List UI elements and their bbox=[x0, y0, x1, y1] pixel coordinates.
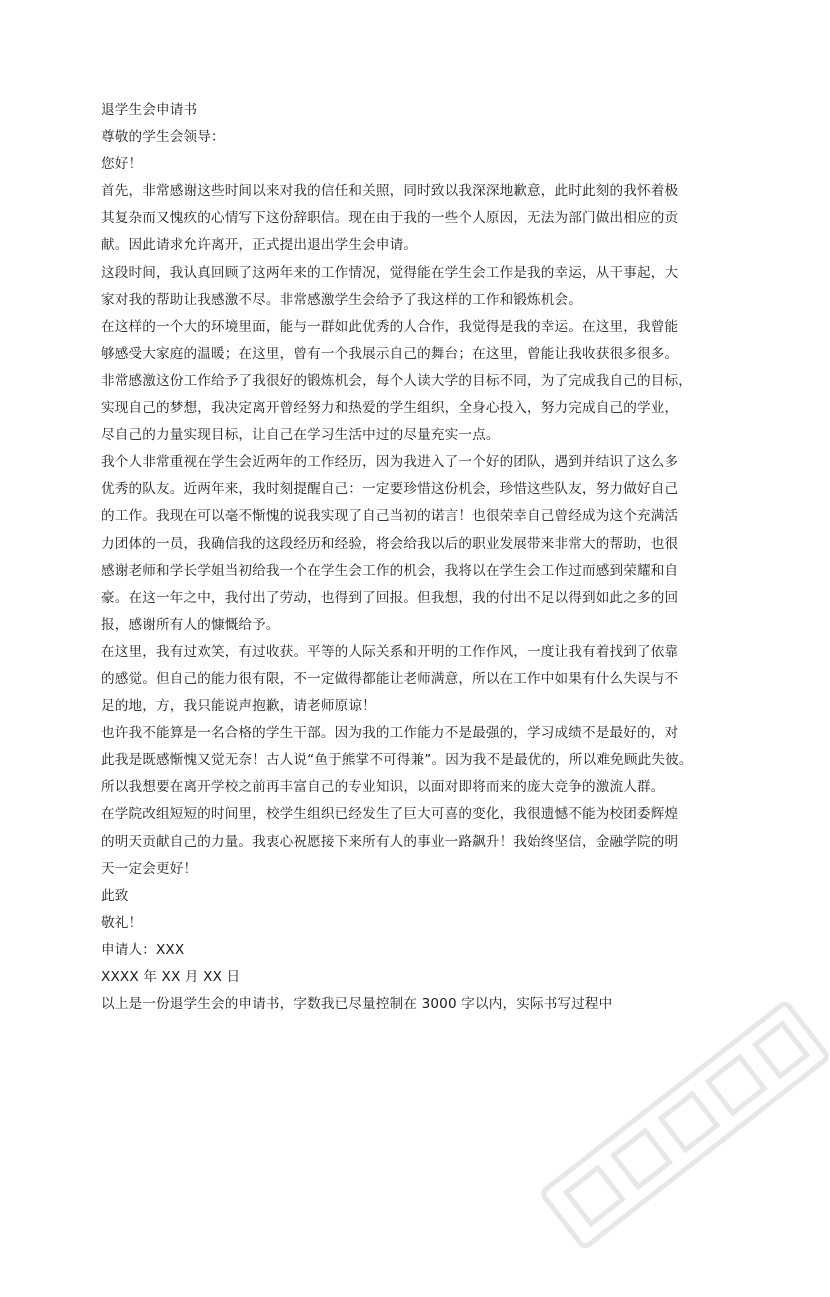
footer-note: 以上是一份退学生会的申请书，字数我已尽量控制在 3000 字以内，实际书写过程中 bbox=[101, 996, 613, 1013]
body-line: 在这里，我有过欢笑，有过收获。平等的人际关系和开明的工作作风，一度让我有着找到了依靠 bbox=[101, 643, 679, 660]
body-line: 此我是既感惭愧又觉无奈！古人说“鱼于熊掌不可得兼”。因为我不是最优的，所以难免顾此失彼。 bbox=[101, 752, 693, 769]
closing-salute: 敬礼！ bbox=[101, 914, 143, 931]
body-line: 在学院改组短短的时间里，校学生组织已经发生了巨大可喜的变化，我很遗憾不能为校团委辉煌 bbox=[101, 806, 679, 823]
document-body bbox=[101, 97, 741, 1018]
body-line: 我个人非常重视在学生会近两年的工作经历，因为我进入了一个好的团队，遇到并结识了这么多 bbox=[101, 454, 679, 471]
body-line: 献。因此请求允许离开，正式提出退出学生会申请。 bbox=[101, 237, 418, 254]
body-line: 尽自己的力量实现目标，让自己在学习生活中过的尽量充实一点。 bbox=[101, 427, 500, 444]
body-line: 实现自己的梦想，我决定离开曾经努力和热爱的学生组织，全身心投入，努力完成自己的学业， bbox=[101, 400, 679, 417]
body-line: 所以我想要在离开学校之前再丰富自己的专业知识，以面对即将而来的庞大竞争的激流人群。 bbox=[101, 779, 665, 796]
greeting: 您好！ bbox=[101, 156, 143, 173]
body-line: 力团体的一员，我确信我的这段经历和经验，将会给我以后的职业发展带来非常大的帮助，也很 bbox=[101, 535, 679, 552]
body-line: 的感觉。但自己的能力很有限，不一定做得都能让老师满意，所以在工作中如果有什么失误与不 bbox=[101, 670, 679, 687]
body-line: 在这样的一个大的环境里面，能与一群如此优秀的人合作，我觉得是我的幸运。在这里，我曾能 bbox=[101, 318, 679, 335]
applicant: 申请人：XXX bbox=[101, 941, 185, 958]
body-line: 的明天贡献自己的力量。我衷心祝愿接下来所有人的事业一路飙升！我始终坚信，金融学院的明 bbox=[101, 833, 679, 850]
body-line: 这段时间，我认真回顾了这两年来的工作情况，觉得能在学生会工作是我的幸运，从干事起，大 bbox=[101, 264, 679, 281]
date-line: XXXX 年 XX 月 XX 日 bbox=[101, 969, 241, 985]
body-line: 感谢老师和学长学姐当初给我一个在学生会工作的机会，我将以在学生会工作过而感到荣耀和自 bbox=[101, 562, 679, 579]
body-line: 首先，非常感谢这些时间以来对我的信任和关照，同时致以我深深地歉意，此时此刻的我怀着极 bbox=[101, 183, 679, 200]
body-line: 够感受大家庭的温暖；在这里，曾有一个我展示自己的舞台；在这里，曾能让我收获很多很多。 bbox=[101, 345, 679, 362]
body-line: 天一定会更好！ bbox=[101, 860, 198, 877]
closing: 此致 bbox=[101, 887, 129, 904]
body-line: 家对我的帮助让我感激不尽。非常感激学生会给予了我这样的工作和锻炼机会。 bbox=[101, 291, 583, 308]
body-line: 也许我不能算是一名合格的学生干部。因为我的工作能力不是最强的，学习成绩不是最好的，对 bbox=[101, 725, 679, 742]
salutation: 尊敬的学生会领导： bbox=[101, 129, 225, 146]
body-line: 豪。在这一年之中，我付出了劳动，也得到了回报。但我想，我的付出不足以得到如此之多的回 bbox=[101, 589, 679, 606]
body-line: 报，感谢所有人的慷慨给予。 bbox=[101, 616, 280, 633]
body-line: 优秀的队友。近两年来，我时刻提醒自己：一定要珍惜这份机会，珍惜这些队友，努力做好自己 bbox=[101, 481, 679, 498]
body-line: 其复杂而又愧疚的心情写下这份辞职信。现在由于我的一些个人原因，无法为部门做出相应的贡 bbox=[101, 210, 679, 227]
body-line: 的工作。我现在可以毫不惭愧的说我实现了自己当初的诺言！也很荣幸自己曾经成为这个充满活 bbox=[101, 508, 679, 525]
body-line: 非常感激这份工作给予了我很好的锻炼机会，每个人读大学的目标不同，为了完成我自己的目标， bbox=[101, 372, 692, 389]
document-title: 退学生会申请书 bbox=[101, 102, 198, 118]
body-line: 足的地，方，我只能说声抱歉，请老师原谅！ bbox=[101, 698, 376, 715]
